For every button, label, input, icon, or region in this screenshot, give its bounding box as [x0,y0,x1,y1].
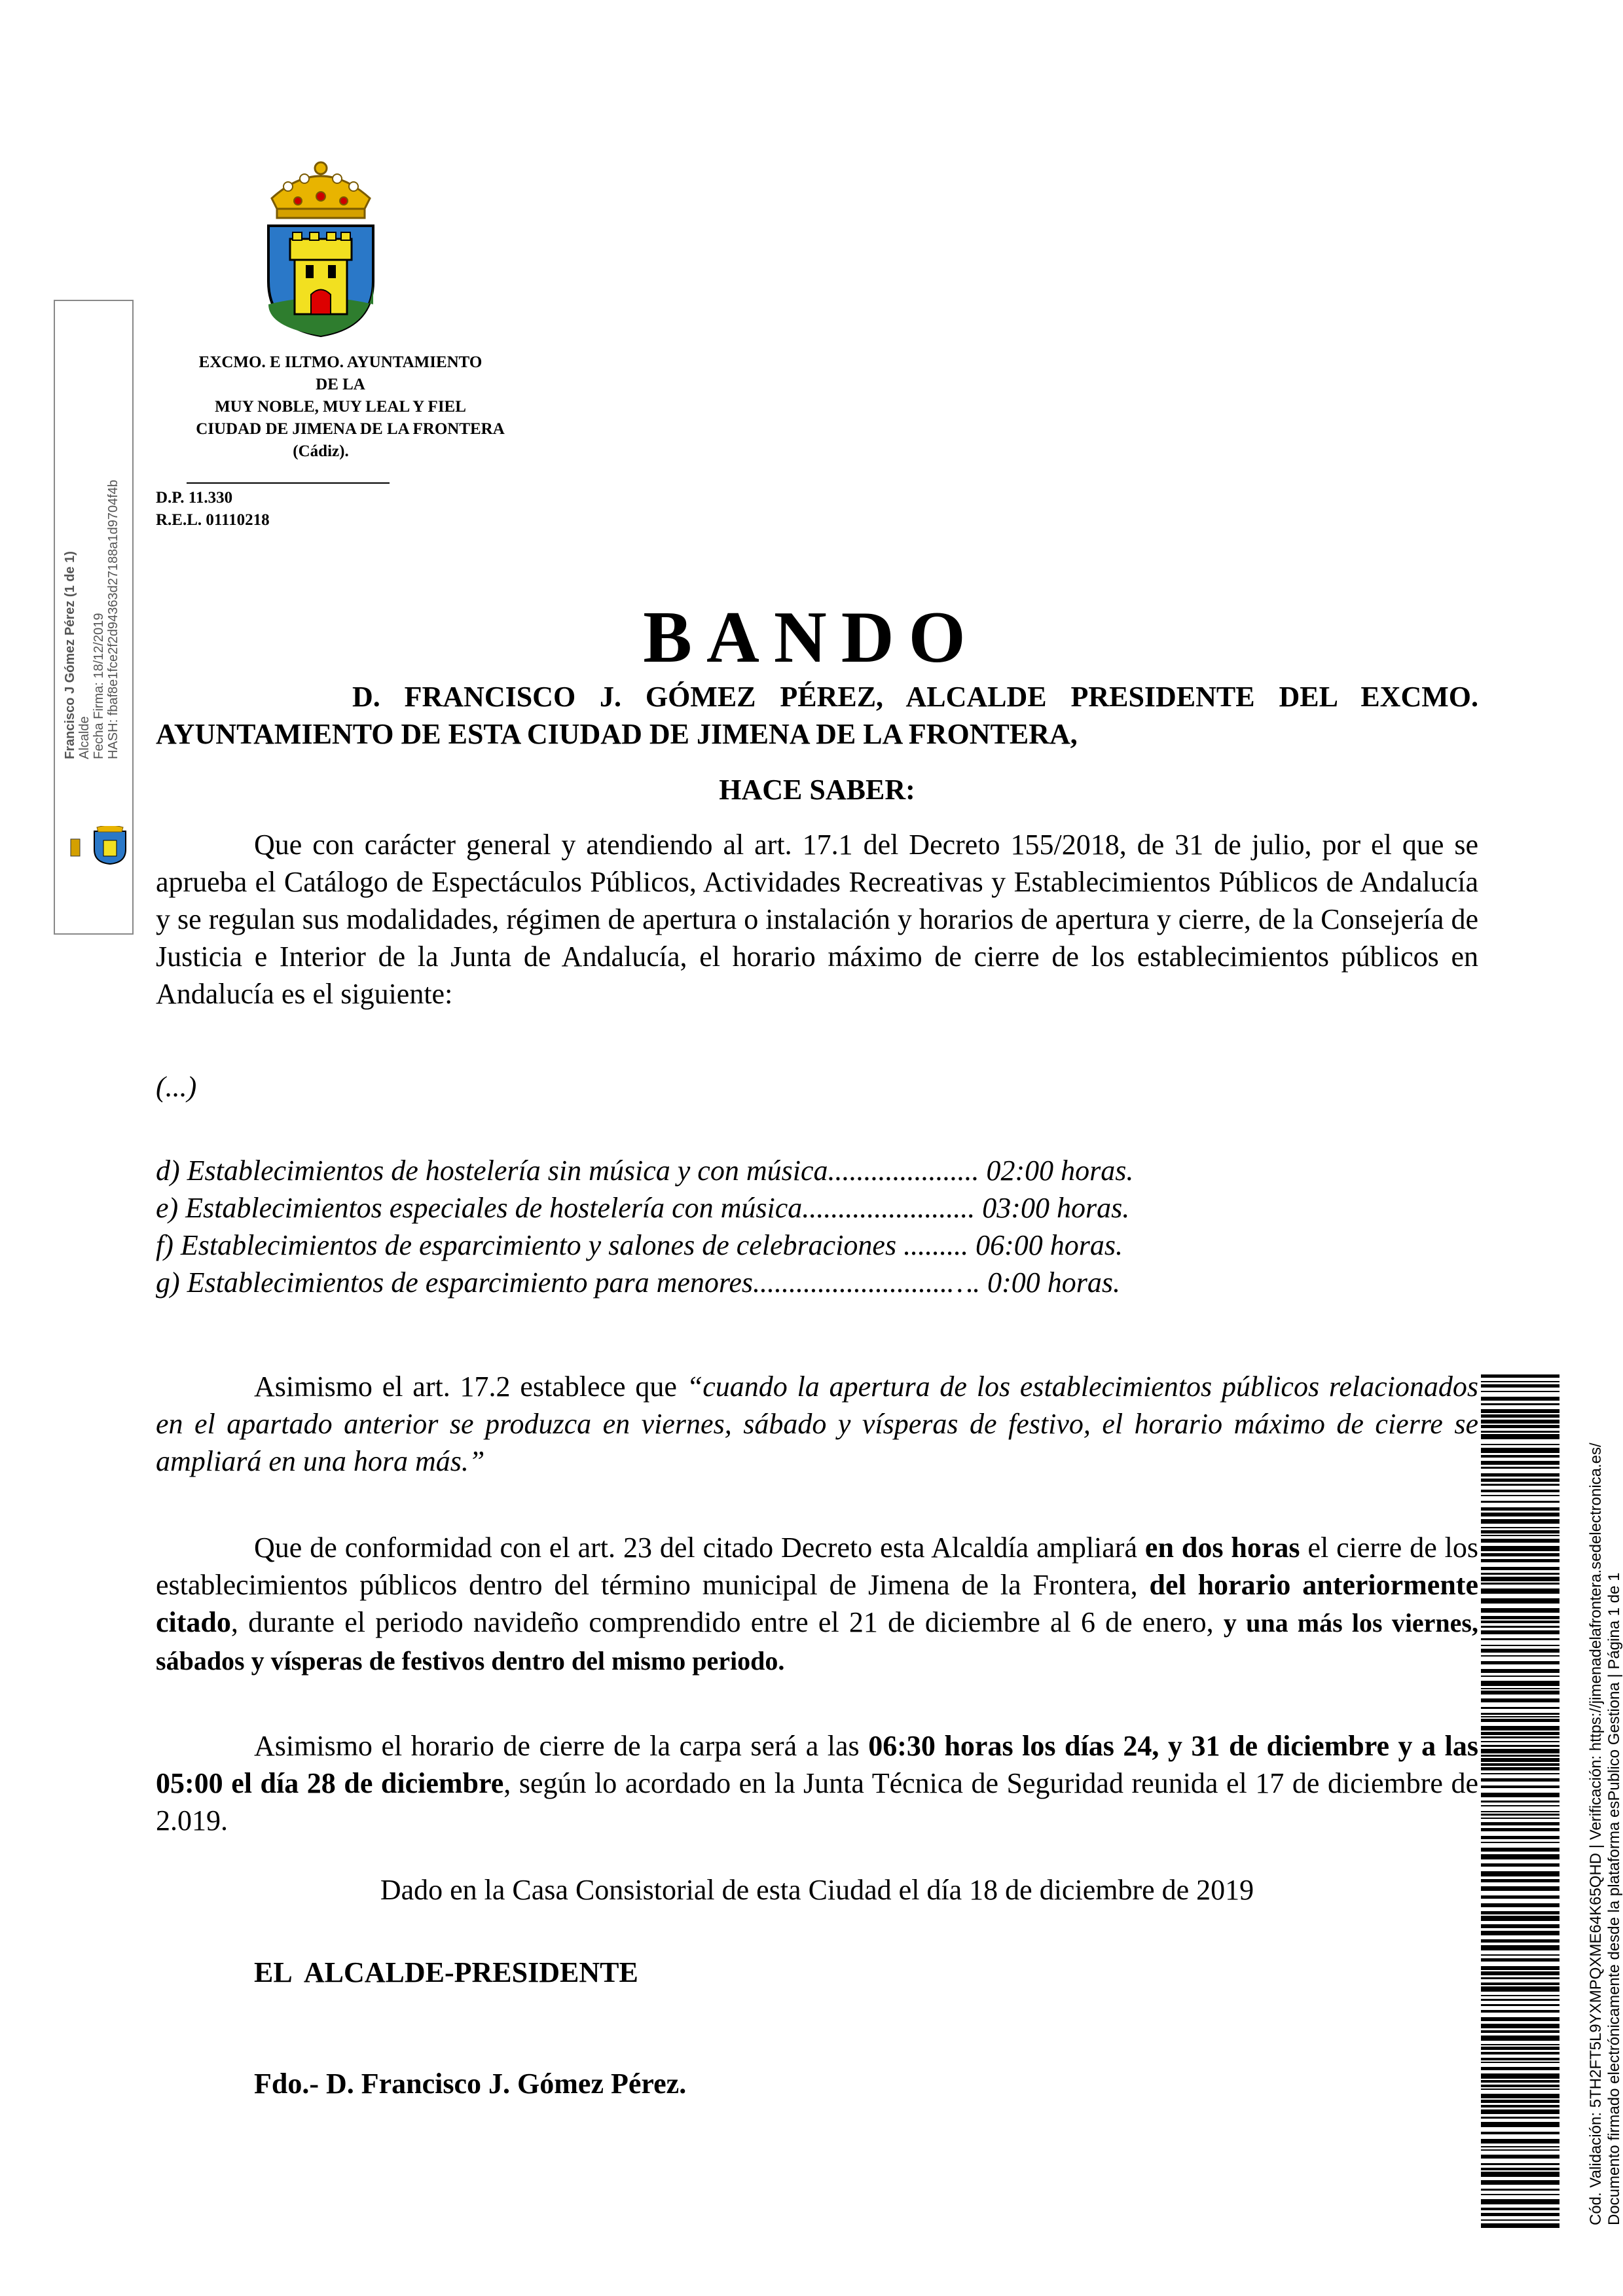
header-divider [187,482,390,484]
paragraph-4-text-c: , según lo acordado en la Junta Técnica de Seguridad reunida el 17 de diciembre de 2.019. [156,1767,1478,1837]
verification-text [1587,1443,1623,2225]
schedule-item-d: d) Establecimientos de hostelería sin música y con música..................... 02:00 horas. [156,1155,1134,1187]
paragraph-2-quote: “cuando la apertura de los establecimientos públicos relacionados en el apartado anterior se produzca en viernes, sábado y vísperas de festivo, el horario máximo de cierre se ampliará en una hora más.” [156,1371,1479,1477]
hace-saber-heading: HACE SABER: [719,774,915,806]
header-rel: R.E.L. 01110218 [156,511,270,529]
schedule-item-e: e) Establecimientos especiales de hostelería con música........................ 03:00 horas. [156,1192,1130,1224]
header-line-1: EXCMO. E ILTMO. AYUNTAMIENTO [198,353,483,371]
stamp-crest-icon [65,826,131,865]
schedule-item-f: f) Establecimientos de esparcimiento y salones de celebraciones ......... 06:00 horas. [156,1229,1123,1261]
stamp-line-3: Fecha Firma: 18/12/2019 [92,613,106,759]
header-dp: D.P. 11.330 [156,489,233,507]
paragraph-1: Que con carácter general y atendiendo al art. 17.1 del Decreto 155/2018, de 31 de julio, por el que se aprueba el Catálogo de Espectáculos Públicos, Actividades Recreativas y Establecimientos Públicos de Andalucía y se regulan sus modalidades, régimen de apertura o instalación y horarios de apertura y cierre, de la Consejería de Justicia e Interior de la Junta de Andalucía, el horario máximo de cierre de los establecimientos públicos en Andalucía es el siguiente: [156,829,1478,1010]
header-line-3: MUY NOBLE, MUY LEAL Y FIEL [215,398,466,416]
header-line-5: (Cádiz). [293,442,349,460]
paragraph-2-text: Asimismo el art. 17.2 establece que [254,1371,687,1403]
validation-barcode [1481,1374,1559,2232]
paragraph-3-bold-f: y una más los viernes, sábados y vísperas de festivos dentro del mismo periodo. [156,1608,1479,1676]
date-line: Dado en la Casa Consistorial de esta Ciudad el día 18 de diciembre de 2019 [380,1874,1254,1906]
paragraph-3-bold-b: en dos horas [1144,1532,1300,1564]
signer-name: Fdo.- D. Francisco J. Gómez Pérez. [254,2068,687,2100]
verification-line-1: Cód. Validación: 5TH2FT5L9YXMPQXME64K65QHD | Verificación: https://jimenadelafrontera.sedelectronica.es/ [1587,1443,1605,2225]
paragraph-3-text-e: , durante el periodo navideño comprendido entre el 21 de diciembre al 6 de enero, [230,1606,1224,1638]
paragraph-4-bold-b: 06:30 horas los días 24, y 31 de diciembre y a las 05:00 el día 28 de diciembre [156,1730,1478,1799]
header-line-2: DE LA [316,376,365,393]
paragraph-3 [156,1529,1478,1679]
paragraph-3-text-a: Que de conformidad con el art. 23 del citado Decreto esta Alcaldía ampliará [254,1532,1145,1564]
municipal-crest-logo [259,160,383,337]
paragraph-4 [156,1727,1478,1839]
verification-line-2: Documento firmado electrónicamente desde la plataforma esPublico Gestiona | Página 1 de 1 [1605,1572,1623,2225]
header-line-4: CIUDAD DE JIMENA DE LA FRONTERA [196,420,505,438]
paragraph-2 [156,1368,1478,1480]
stamp-line-1: Francisco J Gómez Pérez (1 de 1) [63,551,77,759]
stamp-line-4: HASH: fbaf8e1fce2f2d94363d27188a1d9704f4b [106,479,120,759]
schedule-item-g: g) Establecimientos de esparcimiento para menores...........................…. 0:00 horas. [156,1266,1121,1299]
signer-title: EL ALCALDE-PRESIDENTE [254,1956,638,1988]
ellipsis-text: (...) [156,1071,197,1103]
document-title: BANDO [643,597,980,678]
paragraph-3-text-c: el cierre de los establecimientos públicos dentro del término municipal de Jimena de la Frontera, [156,1532,1479,1601]
paragraph-3-bold-d: del horario anteriormente citado [156,1569,1478,1638]
intro-paragraph: D. FRANCISCO J. GÓMEZ PÉREZ, ALCALDE PRESIDENTE DEL EXCMO. AYUNTAMIENTO DE ESTA CIUDAD DE JIMENA DE LA FRONTERA, [156,681,1478,750]
stamp-line-2: Alcalde [77,716,92,759]
paragraph-4-text-a: Asimismo el horario de cierre de la carpa será a las [254,1730,869,1762]
